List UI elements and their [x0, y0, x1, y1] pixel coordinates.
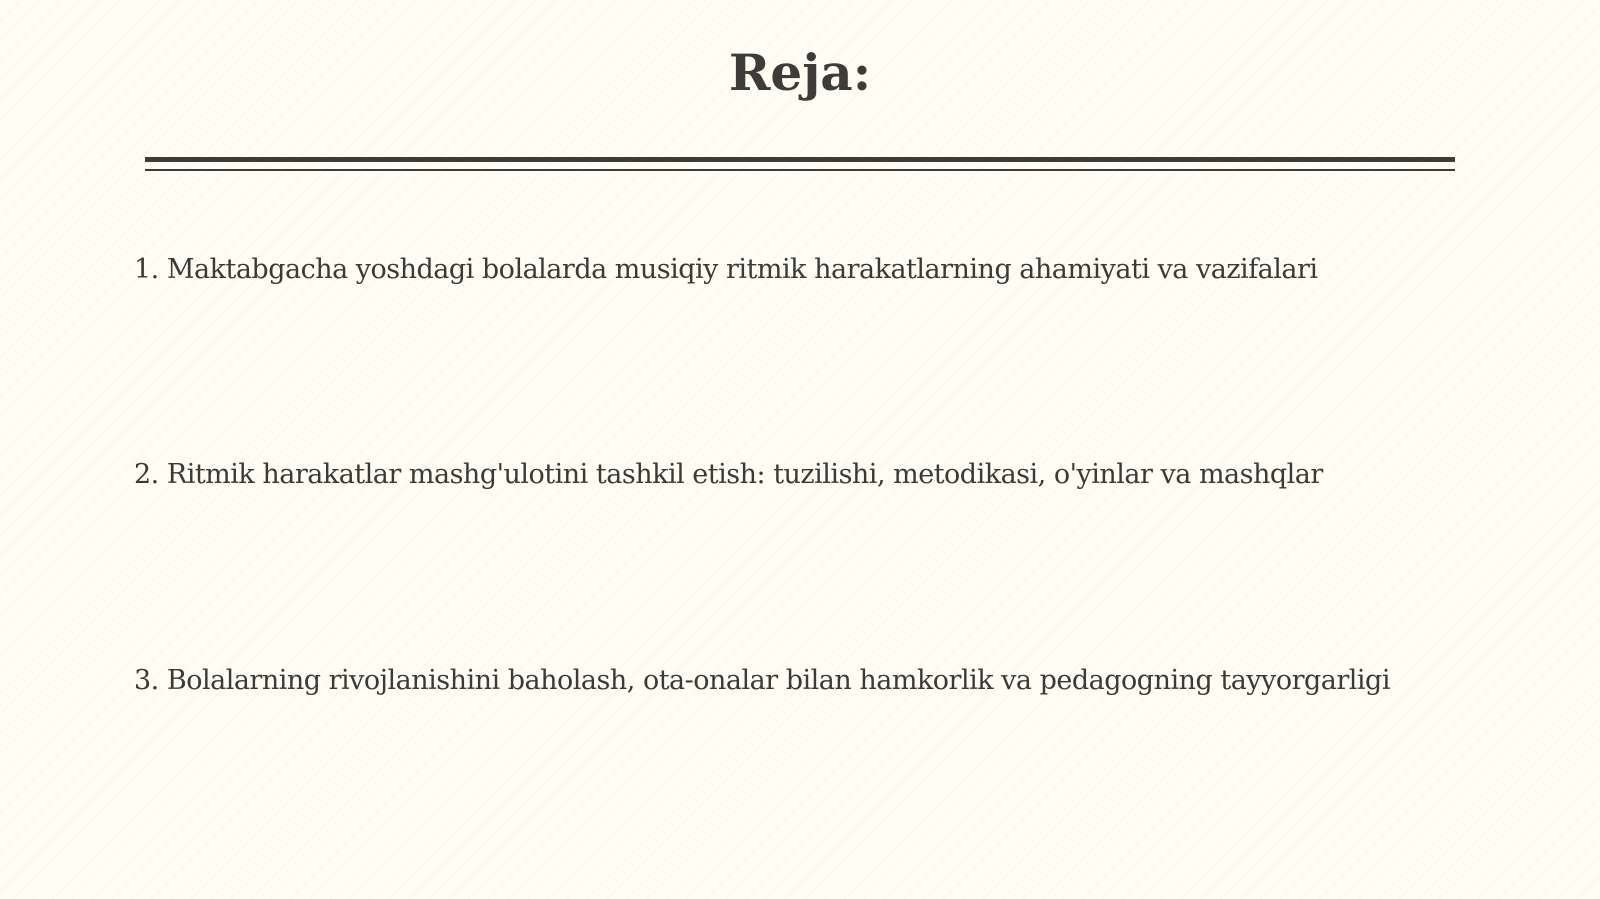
title-divider-thin — [145, 169, 1455, 171]
plan-item-number: 2. — [134, 459, 159, 490]
slide-title: Reja: — [728, 43, 872, 102]
plan-item — [134, 661, 1600, 701]
plan-item-text: Ritmik harakatlar mashg'ulotini tashkil etish: tuzilishi, metodikasi, o'yinlar va mashqlar — [166, 459, 1323, 490]
plan-item-text: Maktabgacha yoshdagi bolalarda musiqiy ritmik harakatlarning ahamiyati va vazifalari — [166, 254, 1318, 285]
plan-item — [134, 250, 1600, 290]
plan-item-number: 1. — [134, 254, 159, 285]
plan-item-text: Bolalarning rivojlanishini baholash, ota-onalar bilan hamkorlik va pedagogning tayyorgarligi — [166, 665, 1390, 696]
plan-item-number: 3. — [134, 665, 159, 696]
title-divider-thick — [145, 157, 1455, 162]
plan-item — [134, 455, 1600, 495]
